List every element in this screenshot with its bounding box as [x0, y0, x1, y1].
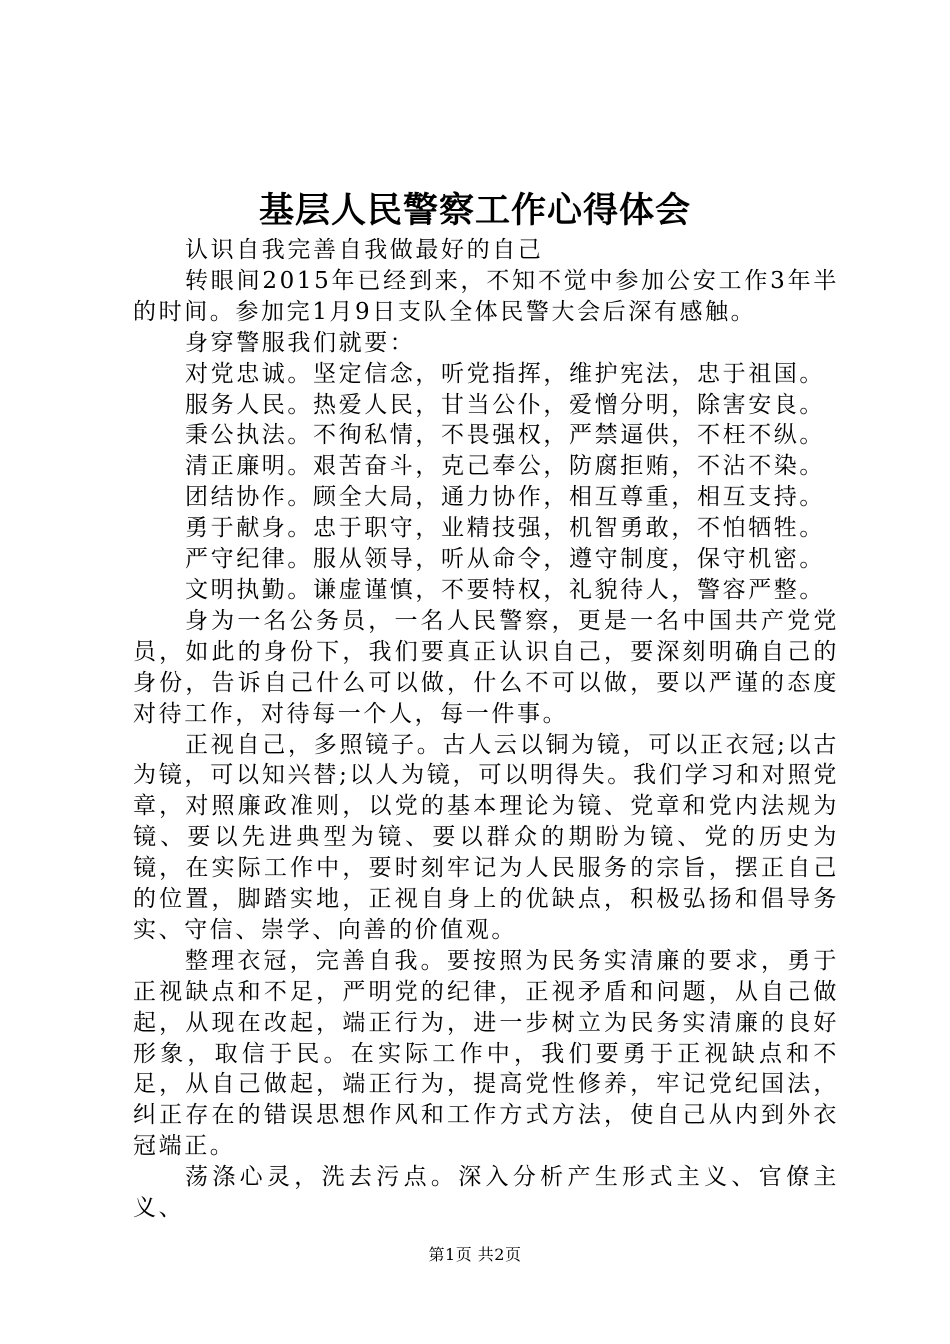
- page-footer: 第1页 共2页: [428, 1245, 522, 1264]
- paragraph-subtitle: 认识自我完善自我做最好的自己: [185, 237, 544, 263]
- document-body: [133, 235, 839, 1224]
- paragraph-intro: 转眼间2015年已经到来，不知不觉中参加公安工作3年半的时间。参加完1月9日支队全体民警大会后深有感触。: [133, 267, 839, 325]
- paragraph-dedication: 勇于献身。忠于职守，业精技强，机智勇敢，不怕牺牲。: [185, 515, 825, 542]
- paragraph-discipline: 严守纪律。服从领导，听从命令，遵守制度，保守机密。: [185, 546, 825, 573]
- paragraph-loyalty: 对党忠诚。坚定信念，听党指挥，维护宪法，忠于祖国。: [185, 360, 825, 387]
- paragraph-identity: 身为一名公务员，一名人民警察，更是一名中国共产党党员，如此的身份下，我们要真正认识自己，要深刻明确自己的身份，告诉自己什么可以做，什么不可以做，要以严谨的态度对待工作，对待每一个人，每一件事。: [133, 607, 839, 727]
- paragraph-integrity: 清正廉明。艰苦奋斗，克己奉公，防腐拒贿，不沾不染。: [185, 453, 825, 480]
- document-title: 基层人民警察工作心得体会: [258, 190, 691, 231]
- paragraph-self-improvement: 整理衣冠，完善自我。要按照为民务实清廉的要求，勇于正视缺点和不足，严明党的纪律，正视矛盾和问题，从自己做起，从现在改起，端正行为，进一步树立为民务实清廉的良好形象，取信于民。在实际工作中，我们要勇于正视缺点和不足，从自己做起，端正行为，提高党性修养，牢记党纪国法，纠正存在的错误思想作风和工作方式方法，使自己从内到外衣冠端正。: [133, 947, 839, 1160]
- paragraph-impartial: 秉公执法。不徇私情，不畏强权，严禁逼供，不枉不纵。: [185, 422, 825, 449]
- paragraph-unity: 团结协作。顾全大局，通力协作，相互尊重，相互支持。: [185, 484, 825, 511]
- paragraph-requirements-lead: 身穿警服我们就要：: [185, 329, 416, 356]
- paragraph-mirror: 正视自己，多照镜子。古人云以铜为镜，可以正衣冠;以古为镜，可以知兴替;以人为镜，可以明得失。我们学习和对照党章，对照廉政准则，以党的基本理论为镜、党章和党内法规为镜、要以先进典型为镜、要以群众的期盼为镜、党的历史为镜，在实际工作中，要时刻牢记为人民服务的宗旨，摆正自己的位置，脚踏实地，正视自身上的优缺点，积极弘扬和倡导务实、守信、崇学、向善的价值观。: [133, 731, 839, 943]
- paragraph-serve-people: 服务人民。热爱人民，甘当公仆，爱憎分明，除害安良。: [185, 391, 825, 418]
- paragraph-cleanse: 荡涤心灵，洗去污点。深入分析产生形式主义、官僚主义、: [133, 1164, 839, 1222]
- paragraph-civility: 文明执勤。谦虚谨慎，不要特权，礼貌待人，警容严整。: [185, 576, 825, 603]
